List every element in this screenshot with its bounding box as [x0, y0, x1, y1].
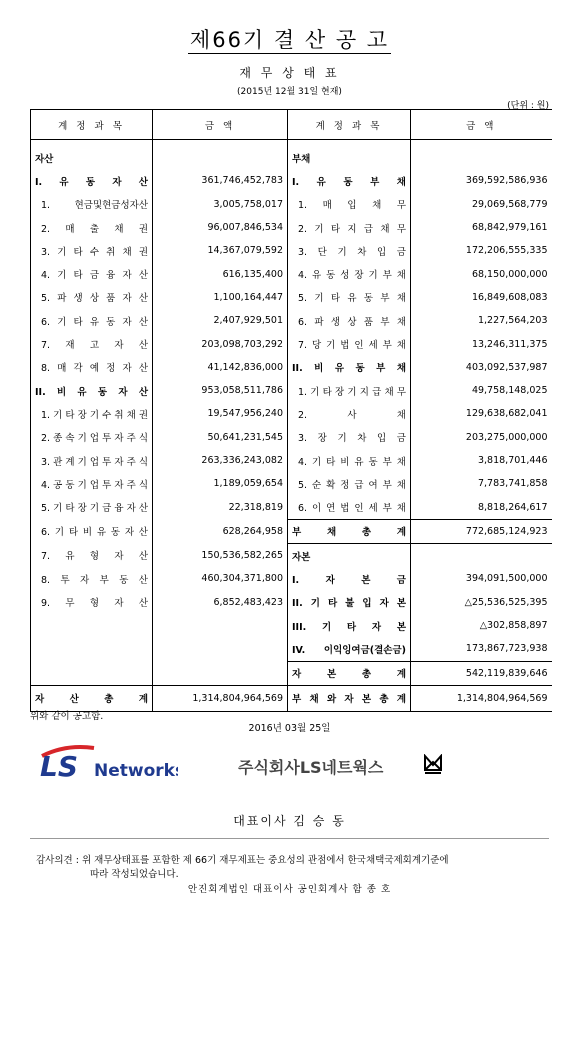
statement-subtitle: 재 무 상 태 표: [239, 66, 340, 80]
asset-amount: 628,264,958: [153, 519, 288, 543]
asset-amount: 22,318,819: [153, 495, 288, 519]
liability-equity-account-label: 자 본 총 계: [288, 661, 411, 685]
table-row: [31, 495, 552, 519]
liability-equity-account-label: I. 자 본 금: [288, 567, 411, 590]
table-row: [31, 402, 552, 425]
liability-equity-amount: 403,092,537,987: [411, 356, 552, 379]
ceo-name: 대표이사 김 승 동: [233, 814, 346, 828]
table-row: [31, 309, 552, 332]
liability-equity-account-label: 5. 기 타 유 동 부 채: [288, 286, 411, 309]
liability-equity-amount: △25,536,525,395: [411, 591, 552, 614]
liability-equity-amount: 68,150,000,000: [411, 262, 552, 285]
table-row: [31, 332, 552, 355]
asset-account-label: [31, 637, 153, 661]
liability-equity-amount: 772,685,124,923: [411, 519, 552, 543]
table-row: [31, 661, 552, 685]
liability-equity-account-label: 1. 기 타 장 기 지 급 채 무: [288, 379, 411, 402]
liability-equity-amount: 8,818,264,617: [411, 495, 552, 519]
liability-equity-account-label: 3. 장 기 차 입 금: [288, 426, 411, 449]
liability-equity-account-label: I. 유 동 부 채: [288, 169, 411, 192]
asset-account-label: 1. 기 타 장 기 수 취 채 권: [31, 402, 153, 425]
asset-amount: 1,100,164,447: [153, 286, 288, 309]
table-row: [31, 356, 552, 379]
asset-account-label: 2. 종 속 기 업 투 자 주 식: [31, 426, 153, 449]
liability-equity-account-label: 6. 파 생 상 품 부 채: [288, 309, 411, 332]
asset-amount: 14,367,079,592: [153, 239, 288, 262]
asset-account-label: [31, 661, 153, 685]
asset-account-label: 자산: [31, 146, 153, 169]
liability-equity-account-label: 부 채 총 계: [288, 519, 411, 543]
table-row: [31, 146, 552, 169]
table-row: [31, 637, 552, 661]
table-row: [31, 216, 552, 239]
asset-account-label: 5. 파 생 상 품 자 산: [31, 286, 153, 309]
asset-account-label: 3. 기 타 수 취 채 권: [31, 239, 153, 262]
liability-equity-amount: 394,091,500,000: [411, 567, 552, 590]
asset-account-label: 2. 매 출 채 권: [31, 216, 153, 239]
liability-equity-amount: 3,818,701,446: [411, 449, 552, 472]
liability-equity-amount: 129,638,682,041: [411, 402, 552, 425]
liability-equity-amount: 68,842,979,161: [411, 216, 552, 239]
liability-equity-amount: △302,858,897: [411, 614, 552, 637]
asset-amount: [153, 637, 288, 661]
liability-equity-amount: [411, 544, 552, 568]
liability-equity-amount: 203,275,000,000: [411, 426, 552, 449]
asset-amount: 50,641,231,545: [153, 426, 288, 449]
logo-ls-text: LS: [40, 750, 79, 782]
liability-equity-account-label: 2. 사 채: [288, 402, 411, 425]
asset-account-label: 5. 기 타 장 기 금 융 자 산: [31, 495, 153, 519]
table-row: [31, 544, 552, 568]
asset-amount: 953,058,511,786: [153, 379, 288, 402]
liability-equity-account-label: 6. 이 연 법 인 세 부 채: [288, 495, 411, 519]
liability-equity-account-label: II. 비 유 동 부 채: [288, 356, 411, 379]
as-of-date: (2015년 12월 31일 현재): [237, 87, 342, 97]
liability-equity-account-label: 1. 매 입 채 무: [288, 193, 411, 216]
table-header-row: [31, 110, 552, 140]
liability-equity-amount: 13,246,311,375: [411, 332, 552, 355]
liability-equity-account-label: IV. 이익잉여금(결손금): [288, 637, 411, 661]
header-account-left: 계 정 과 목: [31, 110, 153, 140]
table-row: [31, 591, 552, 614]
asset-amount: 41,142,836,000: [153, 356, 288, 379]
ls-networks-logo: [38, 742, 178, 786]
asset-account-label: 6. 기 타 유 동 자 산: [31, 309, 153, 332]
liability-equity-amount: 29,069,568,779: [411, 193, 552, 216]
asset-account-label: 3. 관 계 기 업 투 자 주 식: [31, 449, 153, 472]
liability-equity-amount: [411, 146, 552, 169]
asset-account-label: 7. 재 고 자 산: [31, 332, 153, 355]
asset-account-label: 7. 유 형 자 산: [31, 544, 153, 568]
liability-equity-account-label: 부채: [288, 146, 411, 169]
asset-amount: [153, 614, 288, 637]
table-row: [31, 472, 552, 495]
asset-account-label: 4. 기 타 금 융 자 산: [31, 262, 153, 285]
liability-equity-account-label: II. 기 타 불 입 자 본: [288, 591, 411, 614]
asset-amount: 263,336,243,082: [153, 449, 288, 472]
liability-equity-amount: 16,849,608,083: [411, 286, 552, 309]
asset-account-label: 8. 투 자 부 동 산: [31, 567, 153, 590]
company-name: 주식회사LS네트웍스: [238, 758, 384, 777]
table-row: [31, 286, 552, 309]
liability-equity-account-label: 자본: [288, 544, 411, 568]
asset-amount: [153, 146, 288, 169]
asset-amount: 6,852,483,423: [153, 591, 288, 614]
asset-account-label: 6. 기 타 비 유 동 자 산: [31, 519, 153, 543]
liability-equity-account-label: 5. 순 확 정 급 여 부 채: [288, 472, 411, 495]
asset-amount: 460,304,371,800: [153, 567, 288, 590]
table-row: [31, 614, 552, 637]
liability-equity-amount: 173,867,723,938: [411, 637, 552, 661]
unit-label: (단위 : 원): [507, 101, 549, 111]
asset-amount: 96,007,846,534: [153, 216, 288, 239]
company-mark-icon: [423, 754, 443, 780]
asset-amount: [153, 661, 288, 685]
liability-equity-amount: 49,758,148,025: [411, 379, 552, 402]
liability-equity-amount: 1,227,564,203: [411, 309, 552, 332]
audit-opinion: [36, 854, 546, 882]
asset-account-label: 9. 무 형 자 산: [31, 591, 153, 614]
liability-equity-account-label: 4. 기 타 비 유 동 부 채: [288, 449, 411, 472]
header-amount-left: 금 액: [153, 110, 288, 140]
asset-account-label: [31, 614, 153, 637]
liability-equity-amount: 172,206,555,335: [411, 239, 552, 262]
logo-networks-text: Networks: [94, 761, 178, 781]
total-assets-label: 자 산 총 계: [31, 685, 153, 711]
liability-equity-account-label: 4. 유 동 성 장 기 부 채: [288, 262, 411, 285]
liability-equity-account-label: 7. 당 기 법 인 세 부 채: [288, 332, 411, 355]
divider: [30, 838, 549, 839]
asset-amount: 616,135,400: [153, 262, 288, 285]
header-amount-right: 금 액: [411, 110, 552, 140]
asset-amount: 361,746,452,783: [153, 169, 288, 192]
total-row: [31, 685, 552, 711]
asset-account-label: 8. 매 각 예 정 자 산: [31, 356, 153, 379]
liability-equity-amount: 7,783,741,858: [411, 472, 552, 495]
total-liab-equity-amount: 1,314,804,964,569: [411, 685, 552, 711]
liability-equity-account-label: 3. 단 기 차 입 금: [288, 239, 411, 262]
auditor-signature: 안진회계법인 대표이사 공인회계사 함 종 호: [187, 884, 392, 895]
total-liab-equity-label: 부 채 와 자 본 총 계: [288, 685, 411, 711]
total-assets-amount: 1,314,804,964,569: [153, 685, 288, 711]
asset-amount: 150,536,582,265: [153, 544, 288, 568]
table-row: [31, 519, 552, 543]
liability-equity-amount: 369,592,586,936: [411, 169, 552, 192]
asset-account-label: 1. 현금및현금성자산: [31, 193, 153, 216]
asset-account-label: II. 비 유 동 자 산: [31, 379, 153, 402]
asset-amount: 3,005,758,017: [153, 193, 288, 216]
page-title: 제66기 결 산 공 고: [189, 28, 390, 52]
notice-text: 위와 같이 공고함.: [30, 711, 104, 722]
asset-account-label: I. 유 동 자 산: [31, 169, 153, 192]
liability-equity-account-label: 2. 기 타 지 급 채 무: [288, 216, 411, 239]
table-row: [31, 449, 552, 472]
asset-account-label: 4. 공 동 기 업 투 자 주 식: [31, 472, 153, 495]
audit-line-2: 따라 작성되었습니다.: [90, 869, 179, 880]
asset-amount: 2,407,929,501: [153, 309, 288, 332]
table-row: [31, 567, 552, 590]
liability-equity-account-label: III. 기 타 자 본: [288, 614, 411, 637]
asset-amount: 19,547,956,240: [153, 402, 288, 425]
announcement-date: 2016년 03월 25일: [248, 723, 331, 734]
asset-amount: 203,098,703,292: [153, 332, 288, 355]
table-row: [31, 239, 552, 262]
table-row: [31, 426, 552, 449]
balance-sheet-table: [30, 109, 552, 712]
liability-equity-amount: 542,119,839,646: [411, 661, 552, 685]
table-row: [31, 169, 552, 192]
header-account-right: 계 정 과 목: [288, 110, 411, 140]
table-row: [31, 193, 552, 216]
table-row: [31, 262, 552, 285]
asset-amount: 1,189,059,654: [153, 472, 288, 495]
table-row: [31, 379, 552, 402]
audit-line-1: 감사의견 : 위 재무상태표를 포함한 제 66기 재무제표는 중요성의 관점에서 한국채택국제회계기준에: [36, 855, 449, 866]
